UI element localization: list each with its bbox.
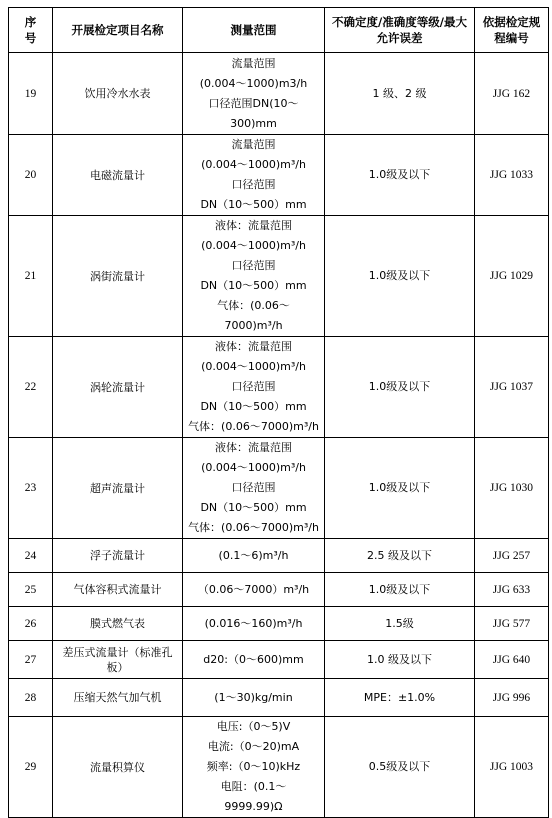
- cell-serial-number: 21: [9, 216, 53, 337]
- range-line: DN（10～500）mm: [200, 400, 307, 413]
- cell-item-name: 流量积算仪: [53, 717, 183, 818]
- range-line: (0.004～1000)m3/h: [199, 76, 308, 90]
- cell-item-name: 浮子流量计: [53, 539, 183, 573]
- cell-regulation-code: JJG 996: [475, 679, 549, 717]
- range-line: 液体：流量范围: [215, 219, 292, 232]
- table-row: [9, 539, 549, 573]
- table-row: [9, 135, 549, 216]
- table-row: [9, 717, 549, 818]
- cell-measurement-range: [183, 607, 325, 641]
- table-row: [9, 573, 549, 607]
- range-line: d20:（0～600)mm: [203, 652, 304, 666]
- cell-regulation-code: JJG 633: [475, 573, 549, 607]
- range-line: 口径范围: [231, 259, 276, 272]
- range-line: 流量范围: [231, 56, 276, 70]
- cell-serial-number: 26: [9, 607, 53, 641]
- cell-regulation-code: JJG 1003: [475, 717, 549, 818]
- cell-serial-number: 29: [9, 717, 53, 818]
- cell-regulation-code: JJG 577: [475, 607, 549, 641]
- cell-uncertainty: 2.5 级及以下: [325, 539, 475, 573]
- cell-measurement-range: [183, 438, 325, 539]
- range-line: 电阻：(0.1～: [220, 780, 287, 793]
- table-header-row: [9, 8, 549, 53]
- range-line: DN（10～500）mm: [200, 279, 307, 292]
- cell-uncertainty: 1.0级及以下: [325, 573, 475, 607]
- cell-regulation-code: JJG 1037: [475, 337, 549, 438]
- cell-measurement-range: [183, 53, 325, 135]
- cell-uncertainty: 0.5级及以下: [325, 717, 475, 818]
- header-serial-number: 序 号: [9, 8, 53, 53]
- range-line: 9999.99)Ω: [224, 800, 283, 813]
- table-body: [9, 53, 549, 818]
- range-line: （0.06～7000）m³/h: [197, 582, 310, 596]
- range-line: 口径范围: [231, 380, 276, 393]
- cell-regulation-code: JJG 1030: [475, 438, 549, 539]
- range-line: (0.004～1000)m³/h: [201, 239, 306, 252]
- range-line: 电压:（0～5)V: [216, 720, 291, 733]
- table-row: [9, 607, 549, 641]
- cell-serial-number: 19: [9, 53, 53, 135]
- range-line: 气体：(0.06～7000)m³/h: [188, 521, 319, 534]
- table-row: [9, 337, 549, 438]
- cell-measurement-range: [183, 539, 325, 573]
- range-line: 液体：流量范围: [215, 441, 292, 454]
- calibration-items-table: [8, 7, 549, 818]
- cell-uncertainty: 1.0级及以下: [325, 216, 475, 337]
- cell-uncertainty: 1.0 级及以下: [325, 641, 475, 679]
- header-measurement-range: 测量范围: [183, 8, 325, 53]
- cell-item-name: 超声流量计: [53, 438, 183, 539]
- range-line: (0.004～1000)m³/h: [201, 461, 306, 474]
- cell-item-name: 电磁流量计: [53, 135, 183, 216]
- cell-regulation-code: JJG 1029: [475, 216, 549, 337]
- header-regulation-basis: 依据检定规程编号: [475, 8, 549, 53]
- cell-regulation-code: JJG 162: [475, 53, 549, 135]
- cell-serial-number: 23: [9, 438, 53, 539]
- header-uncertainty: 不确定度/准确度等级/最大允许误差: [325, 8, 475, 53]
- cell-uncertainty: 1.0级及以下: [325, 135, 475, 216]
- table-row: [9, 216, 549, 337]
- range-line: (0.004～1000)m³/h: [201, 360, 306, 373]
- cell-regulation-code: JJG 640: [475, 641, 549, 679]
- range-line: 口径范围: [231, 481, 276, 494]
- cell-measurement-range: [183, 337, 325, 438]
- cell-measurement-range: [183, 573, 325, 607]
- header-item-name: 开展检定项目名称: [53, 8, 183, 53]
- cell-measurement-range: [183, 679, 325, 717]
- range-line: 频率:（0～10)kHz: [206, 760, 301, 773]
- cell-item-name: 饮用冷水水表: [53, 53, 183, 135]
- range-line: 气体：(0.06～: [217, 299, 290, 312]
- range-line: (0.004～1000)m³/h: [201, 158, 306, 171]
- table-row: [9, 679, 549, 717]
- cell-uncertainty: MPE：±1.0%: [325, 679, 475, 717]
- range-line: 口径范围: [231, 178, 276, 191]
- cell-serial-number: 28: [9, 679, 53, 717]
- cell-regulation-code: JJG 257: [475, 539, 549, 573]
- table-row: [9, 641, 549, 679]
- range-line: 7000)m³/h: [224, 319, 283, 332]
- range-line: 300)mm: [230, 116, 277, 130]
- cell-regulation-code: JJG 1033: [475, 135, 549, 216]
- cell-item-name: 膜式燃气表: [53, 607, 183, 641]
- cell-item-name: 涡街流量计: [53, 216, 183, 337]
- range-line: (0.1～6)m³/h: [218, 548, 289, 562]
- cell-uncertainty: 1 级、2 级: [325, 53, 475, 135]
- cell-measurement-range: [183, 641, 325, 679]
- cell-uncertainty: 1.0级及以下: [325, 438, 475, 539]
- cell-serial-number: 20: [9, 135, 53, 216]
- table-row: [9, 53, 549, 135]
- cell-item-name: 涡轮流量计: [53, 337, 183, 438]
- cell-measurement-range: [183, 717, 325, 818]
- range-line: 液体：流量范围: [215, 340, 292, 353]
- cell-measurement-range: [183, 216, 325, 337]
- table-row: [9, 438, 549, 539]
- cell-item-name: 差压式流量计（标准孔板）: [53, 641, 183, 679]
- range-line: DN（10～500）mm: [200, 198, 307, 211]
- range-line: (1～30)kg/min: [214, 690, 293, 704]
- cell-item-name: 气体容积式流量计: [53, 573, 183, 607]
- cell-uncertainty: 1.0级及以下: [325, 337, 475, 438]
- cell-serial-number: 25: [9, 573, 53, 607]
- cell-uncertainty: 1.5级: [325, 607, 475, 641]
- range-line: 电流:（0～20)mA: [207, 740, 300, 753]
- cell-measurement-range: [183, 135, 325, 216]
- cell-item-name: 压缩天然气加气机: [53, 679, 183, 717]
- range-line: 口径范围DN(10～: [208, 96, 299, 110]
- range-line: 流量范围: [231, 138, 276, 151]
- range-line: DN（10～500）mm: [200, 501, 307, 514]
- cell-serial-number: 27: [9, 641, 53, 679]
- range-line: (0.016～160)m³/h: [204, 616, 303, 630]
- cell-serial-number: 22: [9, 337, 53, 438]
- cell-serial-number: 24: [9, 539, 53, 573]
- range-line: 气体：(0.06～7000)m³/h: [188, 420, 319, 433]
